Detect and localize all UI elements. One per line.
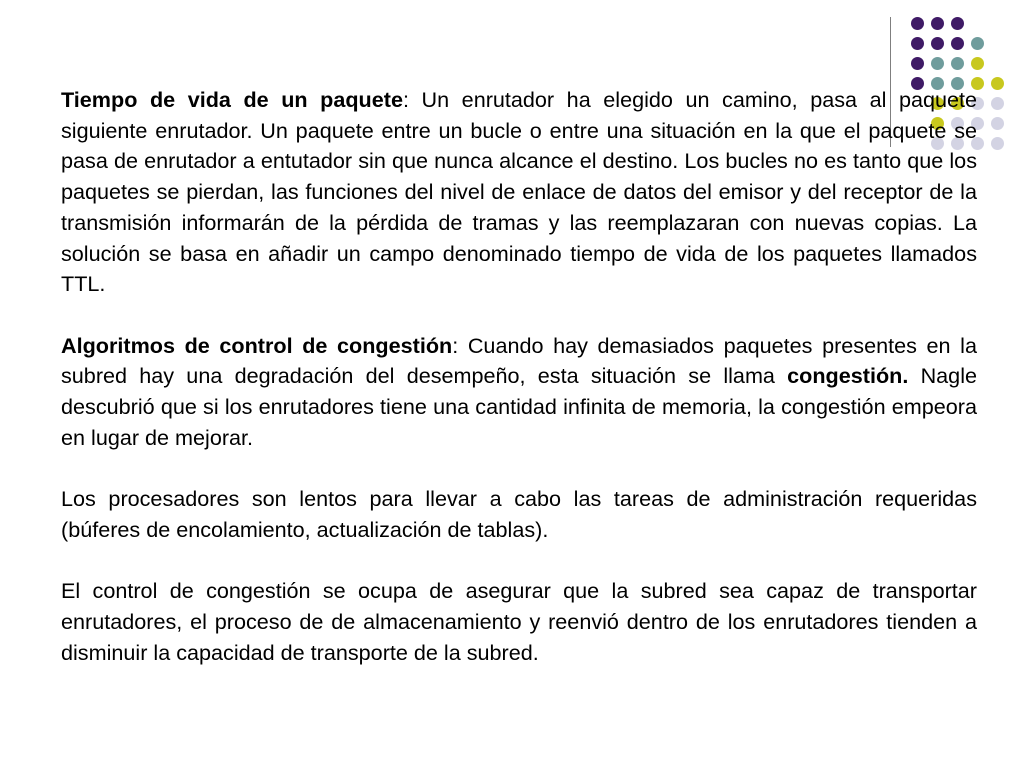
decorative-dot [991,117,1004,130]
decorative-dot [951,37,964,50]
decorative-dot [931,57,944,70]
decorative-dot [911,57,924,70]
paragraph-control-congestion [61,576,977,668]
decorative-dot [991,137,1004,150]
paragraph-text: Nagle descubrió que si los enrutadores tiene una cantidad infinita de memoria, la congestión empeora en lugar de mejorar. [61,363,977,450]
decorative-dot [991,77,1004,90]
decorative-dot [951,17,964,30]
decorative-dot [971,57,984,70]
paragraph-tiempo-de-vida [61,85,977,300]
slide-body [61,85,977,699]
decorative-dot [911,17,924,30]
decorative-dot [951,57,964,70]
decorative-dot [971,37,984,50]
decorative-dot [931,37,944,50]
paragraph-text: Los procesadores son lentos para llevar a cabo las tareas de administración requeridas (búferes de encolamiento, actualización de tablas). [61,486,977,542]
paragraph-procesadores [61,484,977,545]
decorative-dot [911,37,924,50]
decorative-dot [991,97,1004,110]
paragraph-algoritmos-congestion [61,331,977,454]
term-tiempo-de-vida: Tiempo de vida de un paquete [61,87,403,112]
paragraph-text: El control de congestión se ocupa de asegurar que la subred sea capaz de transportar enrutadores, el proceso de de almacenamiento y reenvió dentro de los enrutadores tienden a disminuir la capacidad de transporte de la subred. [61,578,977,665]
paragraph-text: : Cuando hay demasiados paquetes presentes en la subred hay una degradación del desempeño, esta situación se llama [61,332,977,389]
paragraph-text: : Un enrutador ha elegido un camino, pasa al paquete siguiente enrutador. Un paquete entre un bucle o entre una situación en la que el paquete se pasa de enrutador a entutador sin que nunca alcance el destino. Los bucles no es tanto que los paquetes se pierdan, las funciones del nivel de enlace de datos del emisor y del receptor de la transmisión informarán de la pérdida de tramas y las reemplazaran con nuevas copias. La solución se basa en añadir un campo denominado tiempo de vida de los paquetes llamados TTL. [61,87,978,297]
term-algoritmos-congestion: Algoritmos de control de congestión [61,332,453,358]
decorative-dot [931,17,944,30]
term-congestion: congestión. [787,363,909,389]
